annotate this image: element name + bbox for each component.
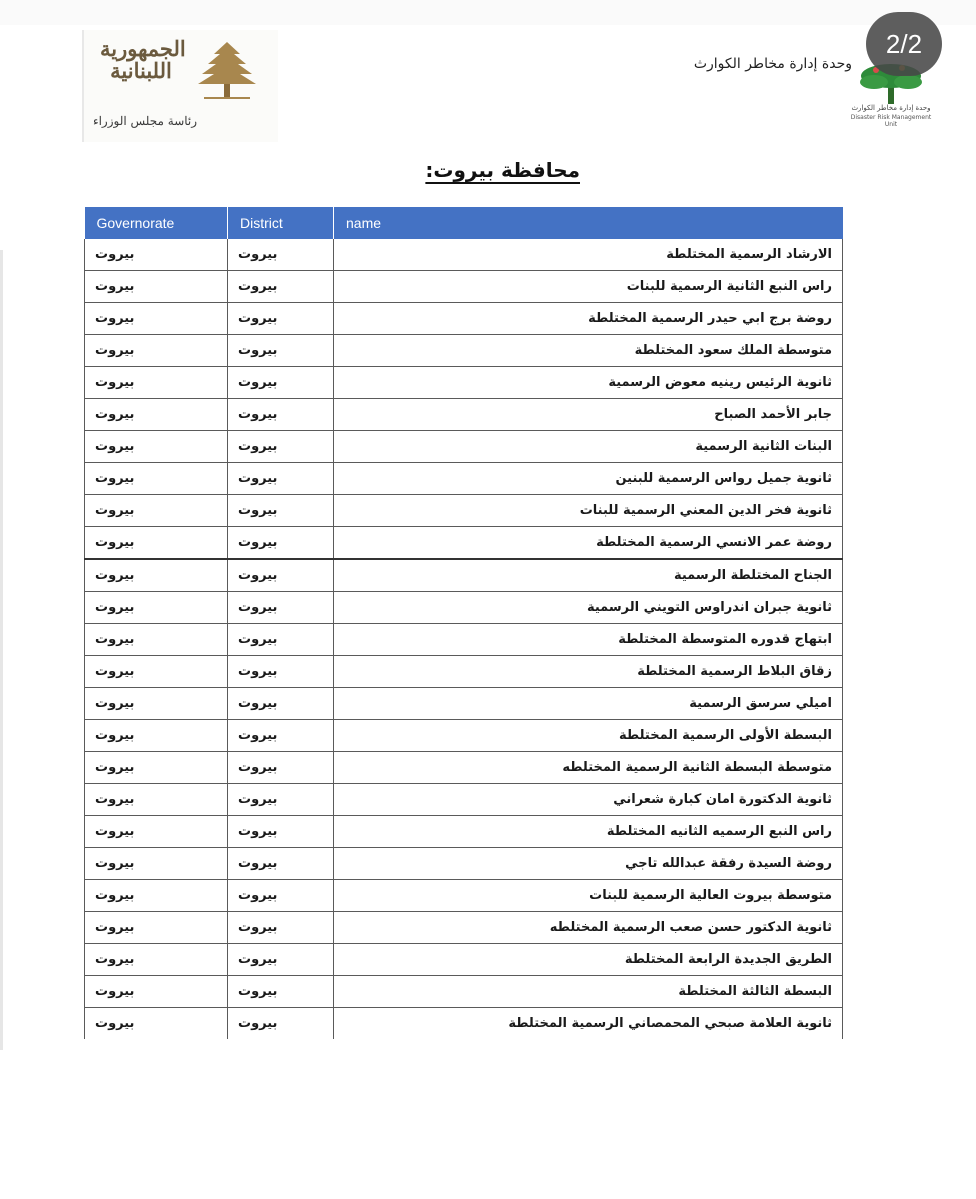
cell-district: بيروت	[228, 816, 334, 848]
unit-english-name: Disaster Risk Management Unit	[850, 114, 932, 128]
table-row	[85, 1008, 843, 1040]
presidency-logo	[82, 30, 278, 142]
cell-governorate: بيروت	[85, 431, 228, 463]
cell-district: بيروت	[228, 592, 334, 624]
calligraphy-line-1: الجمهورية	[100, 36, 186, 61]
cell-name: متوسطة البسطة الثانية الرسمية المختلطه	[334, 752, 843, 784]
cell-governorate: بيروت	[85, 559, 228, 592]
cell-governorate: بيروت	[85, 912, 228, 944]
cell-name: روضة برج ابي حيدر الرسمية المختلطة	[334, 303, 843, 335]
table-row	[85, 335, 843, 367]
cell-governorate: بيروت	[85, 976, 228, 1008]
table-row	[85, 784, 843, 816]
cell-governorate: بيروت	[85, 335, 228, 367]
cell-name: البنات الثانية الرسمية	[334, 431, 843, 463]
cell-district: بيروت	[228, 463, 334, 495]
table-row	[85, 656, 843, 688]
table-row	[85, 880, 843, 912]
cell-district: بيروت	[228, 271, 334, 303]
column-header-name: name	[334, 207, 843, 239]
cell-district: بيروت	[228, 752, 334, 784]
table-row	[85, 303, 843, 335]
table-row	[85, 848, 843, 880]
cell-governorate: بيروت	[85, 720, 228, 752]
cell-governorate: بيروت	[85, 303, 228, 335]
cell-district: بيروت	[228, 720, 334, 752]
cell-name: ثانوية الدكتورة امان كبارة شعراني	[334, 784, 843, 816]
presidency-caption: رئاسة مجلس الوزراء	[92, 114, 198, 128]
cell-district: بيروت	[228, 495, 334, 527]
table-row	[85, 720, 843, 752]
cell-name: ثانوية فخر الدين المعني الرسمية للبنات	[334, 495, 843, 527]
cell-governorate: بيروت	[85, 624, 228, 656]
cell-district: بيروت	[228, 367, 334, 399]
table-row	[85, 495, 843, 527]
cell-name: روضة عمر الانسي الرسمية المختلطة	[334, 527, 843, 560]
cell-name: راس النبع الرسميه الثانيه المختلطة	[334, 816, 843, 848]
cell-name: ثانوية جبران اندراوس التويني الرسمية	[334, 592, 843, 624]
cell-governorate: بيروت	[85, 367, 228, 399]
cell-name: ثانوية الرئيس رينيه معوض الرسمية	[334, 367, 843, 399]
cell-governorate: بيروت	[85, 752, 228, 784]
table-row	[85, 399, 843, 431]
schools-table	[84, 207, 843, 1039]
cell-governorate: بيروت	[85, 784, 228, 816]
cell-governorate: بيروت	[85, 399, 228, 431]
cell-governorate: بيروت	[85, 271, 228, 303]
cell-governorate: بيروت	[85, 880, 228, 912]
cedar-tree-logo-icon	[194, 40, 260, 102]
republic-calligraphy	[100, 36, 186, 83]
cell-district: بيروت	[228, 335, 334, 367]
cell-governorate: بيروت	[85, 239, 228, 271]
cell-name: روضة السيدة رفقة عبدالله تاجي	[334, 848, 843, 880]
table-row	[85, 271, 843, 303]
cell-name: الجناح المختلطة الرسمية	[334, 559, 843, 592]
cell-name: ثانوية العلامة صبحي المحمصاني الرسمية المختلطة	[334, 1008, 843, 1040]
table-row	[85, 527, 843, 560]
cell-name: الارشاد الرسمية المختلطة	[334, 239, 843, 271]
table-row	[85, 463, 843, 495]
table-row	[85, 752, 843, 784]
column-header-governorate: Governorate	[85, 207, 228, 239]
table-row	[85, 367, 843, 399]
cell-district: بيروت	[228, 656, 334, 688]
left-edge-strip	[0, 250, 3, 1050]
cell-name: ثانوية الدكتور حسن صعب الرسمية المختلطه	[334, 912, 843, 944]
cell-district: بيروت	[228, 976, 334, 1008]
table-header-row	[85, 207, 843, 239]
top-band	[0, 0, 976, 25]
cell-district: بيروت	[228, 1008, 334, 1040]
cell-name: متوسطة بيروت العالية الرسمية للبنات	[334, 880, 843, 912]
cell-governorate: بيروت	[85, 592, 228, 624]
cell-district: بيروت	[228, 848, 334, 880]
cell-name: البسطة الأولى الرسمية المختلطة	[334, 720, 843, 752]
unit-name: وحدة إدارة مخاطر الكوارث	[693, 56, 852, 72]
cell-name: راس النبع الثانية الرسمية للبنات	[334, 271, 843, 303]
logo-divider	[82, 30, 84, 142]
cell-district: بيروت	[228, 527, 334, 560]
calligraphy-line-2: اللبنانية	[110, 58, 172, 83]
table-row	[85, 559, 843, 592]
cell-name: ثانوية جميل رواس الرسمية للبنين	[334, 463, 843, 495]
cell-governorate: بيروت	[85, 848, 228, 880]
table-row	[85, 592, 843, 624]
unit-subtitle: وحدة إدارة مخاطر الكوارث	[851, 104, 931, 112]
column-header-district: District	[228, 207, 334, 239]
document-title: محافظة بيروت:	[425, 158, 580, 182]
cell-district: بيروت	[228, 624, 334, 656]
cell-governorate: بيروت	[85, 944, 228, 976]
table-row	[85, 944, 843, 976]
cell-district: بيروت	[228, 688, 334, 720]
cell-district: بيروت	[228, 559, 334, 592]
cell-name: متوسطة الملك سعود المختلطة	[334, 335, 843, 367]
cell-district: بيروت	[228, 880, 334, 912]
table-row	[85, 816, 843, 848]
table-row	[85, 688, 843, 720]
cell-name: جابر الأحمد الصباح	[334, 399, 843, 431]
cell-governorate: بيروت	[85, 656, 228, 688]
cell-district: بيروت	[228, 239, 334, 271]
table-row	[85, 912, 843, 944]
cell-governorate: بيروت	[85, 1008, 228, 1040]
cell-name: اميلي سرسق الرسمية	[334, 688, 843, 720]
cell-name: البسطة الثالثة المختلطة	[334, 976, 843, 1008]
cell-name: زقاق البلاط الرسمية المختلطة	[334, 656, 843, 688]
cell-governorate: بيروت	[85, 527, 228, 560]
table-row	[85, 239, 843, 271]
cell-governorate: بيروت	[85, 816, 228, 848]
cell-district: بيروت	[228, 784, 334, 816]
page-indicator-badge: 2/2	[866, 12, 942, 76]
cell-district: بيروت	[228, 431, 334, 463]
cell-district: بيروت	[228, 944, 334, 976]
table-row	[85, 431, 843, 463]
cell-district: بيروت	[228, 399, 334, 431]
cell-governorate: بيروت	[85, 495, 228, 527]
cell-name: الطريق الجديدة الرابعة المختلطة	[334, 944, 843, 976]
cell-district: بيروت	[228, 303, 334, 335]
cell-governorate: بيروت	[85, 463, 228, 495]
table-row	[85, 624, 843, 656]
cell-governorate: بيروت	[85, 688, 228, 720]
cell-name: ابتهاج قدوره المتوسطة المختلطة	[334, 624, 843, 656]
cell-district: بيروت	[228, 912, 334, 944]
table-row	[85, 976, 843, 1008]
